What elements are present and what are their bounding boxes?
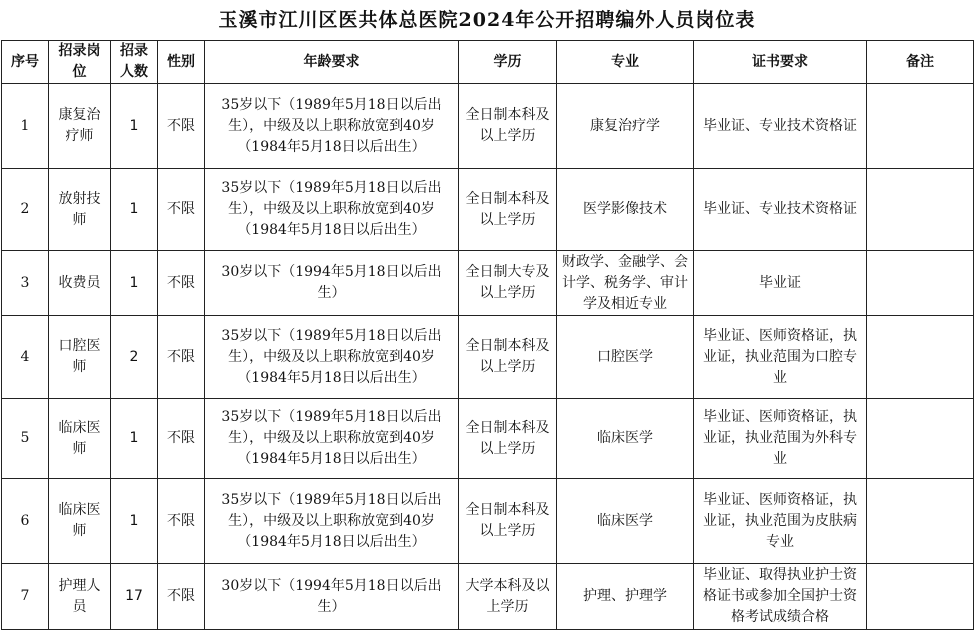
cell-gender: 不限 <box>158 479 205 564</box>
cell-major: 财政学、金融学、会计学、税务学、审计学及相近专业 <box>557 251 694 316</box>
header-cell: 性别 <box>158 41 205 84</box>
cell-major: 临床医学 <box>557 399 694 479</box>
cell-count: 17 <box>111 564 158 630</box>
page-title: 玉溪市江川区医共体总医院2024年公开招聘编外人员岗位表 <box>218 9 756 31</box>
cell-note <box>867 169 974 251</box>
table-row <box>2 169 974 251</box>
cell-age: 35岁以下（1989年5月18日以后出生），中级及以上职称放宽到40岁（1984年5月18日以后出生） <box>205 84 459 169</box>
cell-gender: 不限 <box>158 251 205 316</box>
cell-major: 口腔医学 <box>557 316 694 399</box>
table-row <box>2 251 974 316</box>
cell-count: 1 <box>111 251 158 316</box>
cell-post: 收费员 <box>49 251 111 316</box>
cell-count: 1 <box>111 84 158 169</box>
cell-cert: 毕业证、取得执业护士资格证书或参加全国护士资格考试成绩合格 <box>694 564 867 630</box>
table-row <box>2 316 974 399</box>
cell-major: 康复治疗学 <box>557 84 694 169</box>
cell-age: 35岁以下（1989年5月18日以后出生），中级及以上职称放宽到40岁（1984年5月18日以后出生） <box>205 316 459 399</box>
cell-major: 医学影像技术 <box>557 169 694 251</box>
cell-post: 康复治疗师 <box>49 84 111 169</box>
cell-note <box>867 84 974 169</box>
cell-cert: 毕业证、医师资格证，执业证，执业范围为皮肤病专业 <box>694 479 867 564</box>
table-row <box>2 84 974 169</box>
cell-edu: 大学本科及以上学历 <box>459 564 557 630</box>
cell-note <box>867 479 974 564</box>
cell-age: 35岁以下（1989年5月18日以后出生），中级及以上职称放宽到40岁（1984年5月18日以后出生） <box>205 169 459 251</box>
cell-post: 放射技师 <box>49 169 111 251</box>
table-row <box>2 399 974 479</box>
cell-post: 口腔医师 <box>49 316 111 399</box>
cell-count: 1 <box>111 399 158 479</box>
cell-note <box>867 316 974 399</box>
cell-no: 3 <box>2 251 49 316</box>
cell-note <box>867 251 974 316</box>
cell-no: 5 <box>2 399 49 479</box>
header-cell: 备注 <box>867 41 974 84</box>
cell-no: 1 <box>2 84 49 169</box>
cell-cert: 毕业证、专业技术资格证 <box>694 169 867 251</box>
cell-gender: 不限 <box>158 399 205 479</box>
cell-age: 35岁以下（1989年5月18日以后出生），中级及以上职称放宽到40岁（1984年5月18日以后出生） <box>205 479 459 564</box>
cell-post: 临床医师 <box>49 399 111 479</box>
cell-edu: 全日制本科及以上学历 <box>459 399 557 479</box>
header-row <box>2 41 974 84</box>
cell-post: 临床医师 <box>49 479 111 564</box>
cell-edu: 全日制本科及以上学历 <box>459 169 557 251</box>
cell-count: 1 <box>111 479 158 564</box>
positions-table <box>1 40 974 630</box>
cell-gender: 不限 <box>158 564 205 630</box>
header-cell: 招录人数 <box>111 41 158 84</box>
cell-age: 30岁以下（1994年5月18日以后出生） <box>205 564 459 630</box>
table-row <box>2 479 974 564</box>
cell-post: 护理人员 <box>49 564 111 630</box>
cell-count: 1 <box>111 169 158 251</box>
cell-major: 护理、护理学 <box>557 564 694 630</box>
cell-cert: 毕业证、专业技术资格证 <box>694 84 867 169</box>
header-cell: 年龄要求 <box>205 41 459 84</box>
header-cell: 证书要求 <box>694 41 867 84</box>
table-row <box>2 564 974 630</box>
cell-edu: 全日制本科及以上学历 <box>459 84 557 169</box>
cell-gender: 不限 <box>158 84 205 169</box>
header-cell: 招录岗位 <box>49 41 111 84</box>
cell-cert: 毕业证 <box>694 251 867 316</box>
cell-gender: 不限 <box>158 316 205 399</box>
cell-note <box>867 399 974 479</box>
cell-edu: 全日制本科及以上学历 <box>459 316 557 399</box>
cell-major: 临床医学 <box>557 479 694 564</box>
cell-cert: 毕业证、医师资格证，执业证，执业范围为外科专业 <box>694 399 867 479</box>
cell-edu: 全日制大专及以上学历 <box>459 251 557 316</box>
cell-count: 2 <box>111 316 158 399</box>
cell-age: 30岁以下（1994年5月18日以后出生） <box>205 251 459 316</box>
cell-cert: 毕业证、医师资格证，执业证，执业范围为口腔专业 <box>694 316 867 399</box>
header-cell: 学历 <box>459 41 557 84</box>
cell-gender: 不限 <box>158 169 205 251</box>
cell-no: 2 <box>2 169 49 251</box>
header-cell: 专业 <box>557 41 694 84</box>
cell-no: 6 <box>2 479 49 564</box>
cell-note <box>867 564 974 630</box>
cell-no: 4 <box>2 316 49 399</box>
header-cell: 序号 <box>2 41 49 84</box>
cell-no: 7 <box>2 564 49 630</box>
cell-age: 35岁以下（1989年5月18日以后出生），中级及以上职称放宽到40岁（1984年5月18日以后出生） <box>205 399 459 479</box>
cell-edu: 全日制本科及以上学历 <box>459 479 557 564</box>
